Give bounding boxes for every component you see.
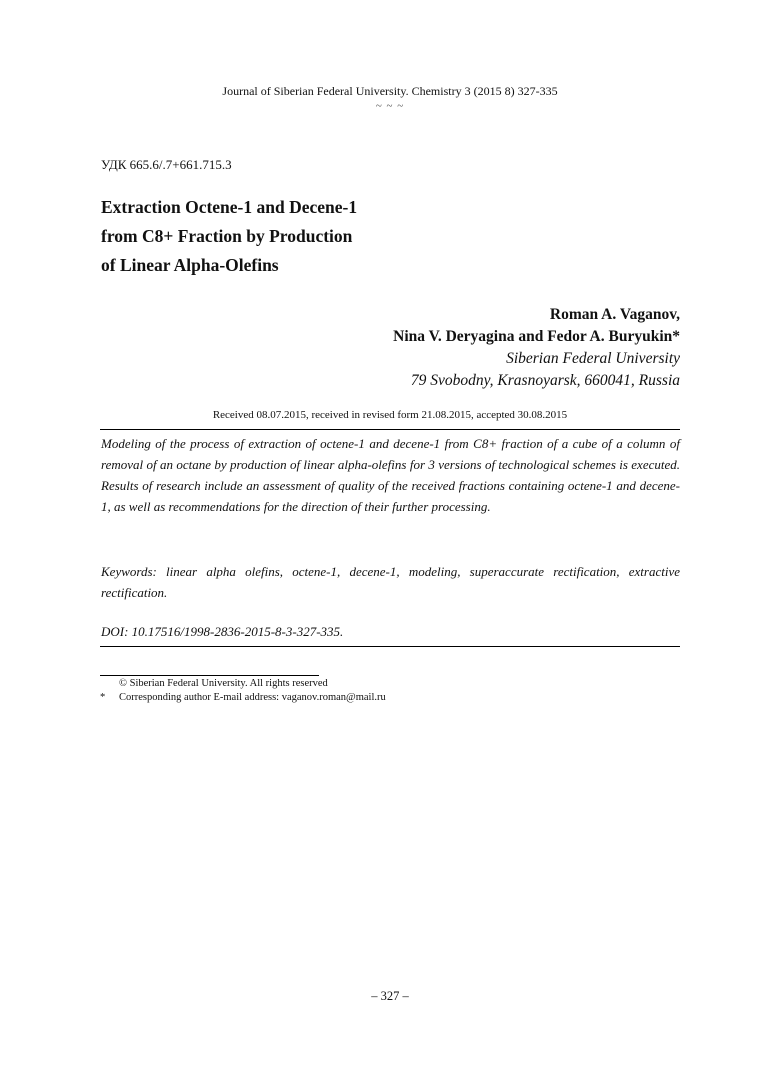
keywords: Keywords: linear alpha olefins, octene-1, decene-1, modeling, superaccurate rectification, extractive rectification.	[101, 564, 680, 600]
affiliation: Siberian Federal University	[506, 350, 680, 367]
author-line: Nina V. Deryagina and Fedor A. Buryukin*	[393, 328, 680, 345]
copyright-footnote: © Siberian Federal University. All rights reserved	[119, 678, 328, 689]
title-line: of Linear Alpha-Olefins	[101, 255, 279, 275]
footnote-divider	[100, 675, 319, 676]
divider	[100, 646, 680, 647]
journal-header: Journal of Siberian Federal University. Chemistry 3 (2015 8) 327-335	[222, 84, 558, 98]
received-dates: Received 08.07.2015, received in revised form 21.08.2015, accepted 30.08.2015	[212, 409, 568, 421]
udk-code: УДК 665.6/.7+661.715.3	[101, 157, 232, 172]
footnote-marker: *	[100, 692, 106, 703]
title-line: Extraction Octene-1 and Decene-1	[101, 197, 358, 217]
paper-title	[101, 193, 357, 280]
abstract: Modeling of the process of extraction of octene-1 and decene-1 from C8+ fraction of a cube of a column of removal of an octane by production of linear alpha-olefins for 3 versions of technological schemes is executed. Results of research include an assessment of quality of the received fractions containing octene-1 and decene-1, as well as recommendations for the direction of their further processing.	[101, 436, 680, 514]
corresponding-text: Corresponding author E-mail address: vaganov.roman@mail.ru	[119, 692, 386, 703]
title-line: from C8+ Fraction by Production	[101, 226, 353, 246]
divider	[100, 429, 680, 430]
address: 79 Svobodny, Krasnoyarsk, 660041, Russia	[410, 372, 680, 389]
doi: DOI: 10.17516/1998-2836-2015-8-3-327-335.	[101, 624, 344, 639]
header-separator: ~ ~ ~	[375, 100, 405, 112]
page-number: – 327 –	[371, 989, 409, 1003]
corresponding-footnote	[100, 692, 386, 703]
author-block	[393, 304, 680, 392]
author-line: Roman A. Vaganov,	[549, 306, 680, 323]
